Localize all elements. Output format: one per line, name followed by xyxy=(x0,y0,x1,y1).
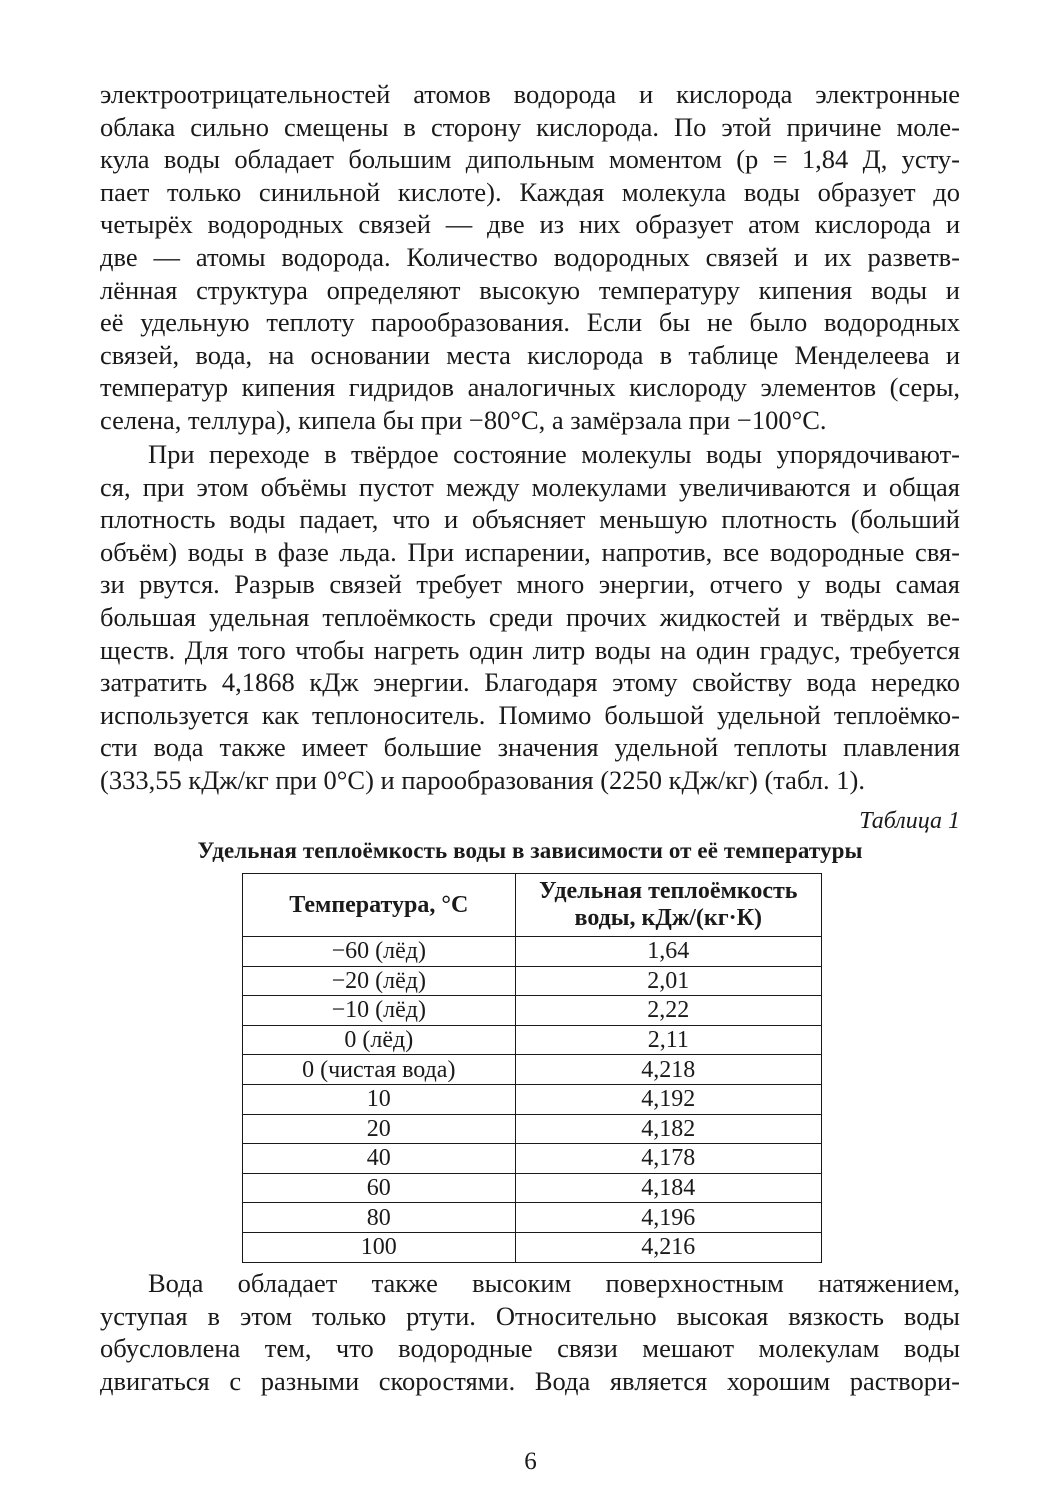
temperature-cell: 80 xyxy=(243,1203,516,1233)
text-line: двигаться с разными скоростями. Вода является хорошим раствори- xyxy=(100,1365,960,1396)
table-row xyxy=(243,996,822,1026)
table-row xyxy=(243,1173,822,1203)
text-line: затратить 4,1868 кДж энергии. Благодаря этому свойству вода нередко xyxy=(100,667,960,698)
text-line: пает только синильной кислоте). Каждая молекула воды образует до xyxy=(100,176,960,207)
text-line: облака сильно смещены в сторону кислорода. По этой причине моле- xyxy=(100,111,960,142)
heat-capacity-cell: 4,178 xyxy=(515,1144,821,1174)
column-header-heat-capacity: Удельная теплоёмкость воды, кДж/(кг·К) xyxy=(515,874,821,937)
text-line: плотность воды падает, что и объясняет меньшую плотность (больший xyxy=(100,504,960,535)
text-line: четырёх водородных связей — две из них образует атом кислорода и xyxy=(100,209,960,240)
heat-capacity-cell: 4,184 xyxy=(515,1173,821,1203)
text-line: сти вода также имеет большие значения удельной теплоты плавления xyxy=(100,732,960,763)
temperature-cell: 0 (чистая вода) xyxy=(243,1055,516,1085)
temperature-cell: −10 (лёд) xyxy=(243,996,516,1026)
text-line: Вода обладает также высоким поверхностным натяжением, xyxy=(148,1268,960,1298)
table-row xyxy=(243,1025,822,1055)
text-line: зи рвутся. Разрыв связей требует много энергии, отчего у воды самая xyxy=(100,569,960,600)
text-line: обусловлена тем, что водородные связи мешают молекулам воды xyxy=(100,1333,960,1364)
table-row xyxy=(243,937,822,967)
heat-capacity-cell: 1,64 xyxy=(515,937,821,967)
column-header-temperature: Температура, °С xyxy=(243,874,516,937)
heat-capacity-cell: 4,196 xyxy=(515,1203,821,1233)
table-title: Удельная теплоёмкость воды в зависимости от её температуры xyxy=(197,838,863,863)
table-body xyxy=(243,937,822,1263)
table-row xyxy=(243,1144,822,1174)
text-line: температур кипения гидридов аналогичных кислороду элементов (серы, xyxy=(100,372,960,403)
heat-capacity-cell: 4,182 xyxy=(515,1114,821,1144)
heat-capacity-cell: 4,216 xyxy=(515,1232,821,1262)
table-row xyxy=(243,966,822,996)
heat-capacity-cell: 2,01 xyxy=(515,966,821,996)
table-row xyxy=(243,1084,822,1114)
temperature-cell: 20 xyxy=(243,1114,516,1144)
text-line: селена, теллура), кипела бы при −80°С, а замёрзала при −100°С. xyxy=(100,404,827,435)
table-header-row xyxy=(243,874,822,937)
table-row xyxy=(243,1055,822,1085)
text-line: связей, вода, на основании места кислорода в таблице Менделеева и xyxy=(100,339,960,370)
heat-capacity-cell: 4,192 xyxy=(515,1084,821,1114)
text-line: лённая структура определяют высокую температуру кипения воды и xyxy=(100,274,960,305)
heat-capacity-cell: 2,11 xyxy=(515,1025,821,1055)
temperature-cell: 100 xyxy=(243,1232,516,1262)
text-line: две — атомы водорода. Количество водородных связей и их разветв- xyxy=(100,241,960,272)
text-line: уступая в этом только ртути. Относительно высокая вязкость воды xyxy=(100,1300,960,1331)
temperature-cell: 60 xyxy=(243,1173,516,1203)
table-row xyxy=(243,1114,822,1144)
paragraph-3 xyxy=(100,1267,960,1397)
temperature-cell: −20 (лёд) xyxy=(243,966,516,996)
heat-capacity-cell: 4,218 xyxy=(515,1055,821,1085)
temperature-cell: 0 (лёд) xyxy=(243,1025,516,1055)
heat-capacity-cell: 2,22 xyxy=(515,996,821,1026)
text-line: электроотрицательностей атомов водорода и кислорода электронные xyxy=(100,79,960,109)
text-line: её удельную теплоту парообразования. Если бы не было водородных xyxy=(100,307,960,338)
temperature-cell: 10 xyxy=(243,1084,516,1114)
paragraph-1 xyxy=(100,78,960,437)
table-row xyxy=(243,1232,822,1262)
page-number: 6 xyxy=(524,1448,537,1475)
table-label: Таблица 1 xyxy=(859,808,960,834)
temperature-cell: 40 xyxy=(243,1144,516,1174)
text-line: (333,55 кДж/кг при 0°С) и парообразования (2250 кДж/кг) (табл. 1). xyxy=(100,764,865,795)
text-line: При переходе в твёрдое состояние молекулы воды упорядочивают- xyxy=(148,439,960,469)
text-line: ся, при этом объёмы пустот между молекулами увеличиваются и общая xyxy=(100,471,960,502)
text-line: большая удельная теплоёмкость среди прочих жидкостей и твёрдых ве- xyxy=(100,601,960,632)
table-row xyxy=(243,1203,822,1233)
text-line: используется как теплоноситель. Помимо большой удельной теплоёмко- xyxy=(100,699,960,730)
text-line: объём) воды в фазе льда. При испарении, напротив, все водородные свя- xyxy=(100,536,960,567)
text-line: кула воды обладает большим дипольным моментом (p = 1,84 Д, усту- xyxy=(100,144,960,175)
paragraph-2 xyxy=(100,438,960,797)
text-line: ществ. Для того чтобы нагреть один литр воды на один градус, требуется xyxy=(100,634,960,665)
heat-capacity-table xyxy=(242,873,822,1263)
temperature-cell: −60 (лёд) xyxy=(243,937,516,967)
